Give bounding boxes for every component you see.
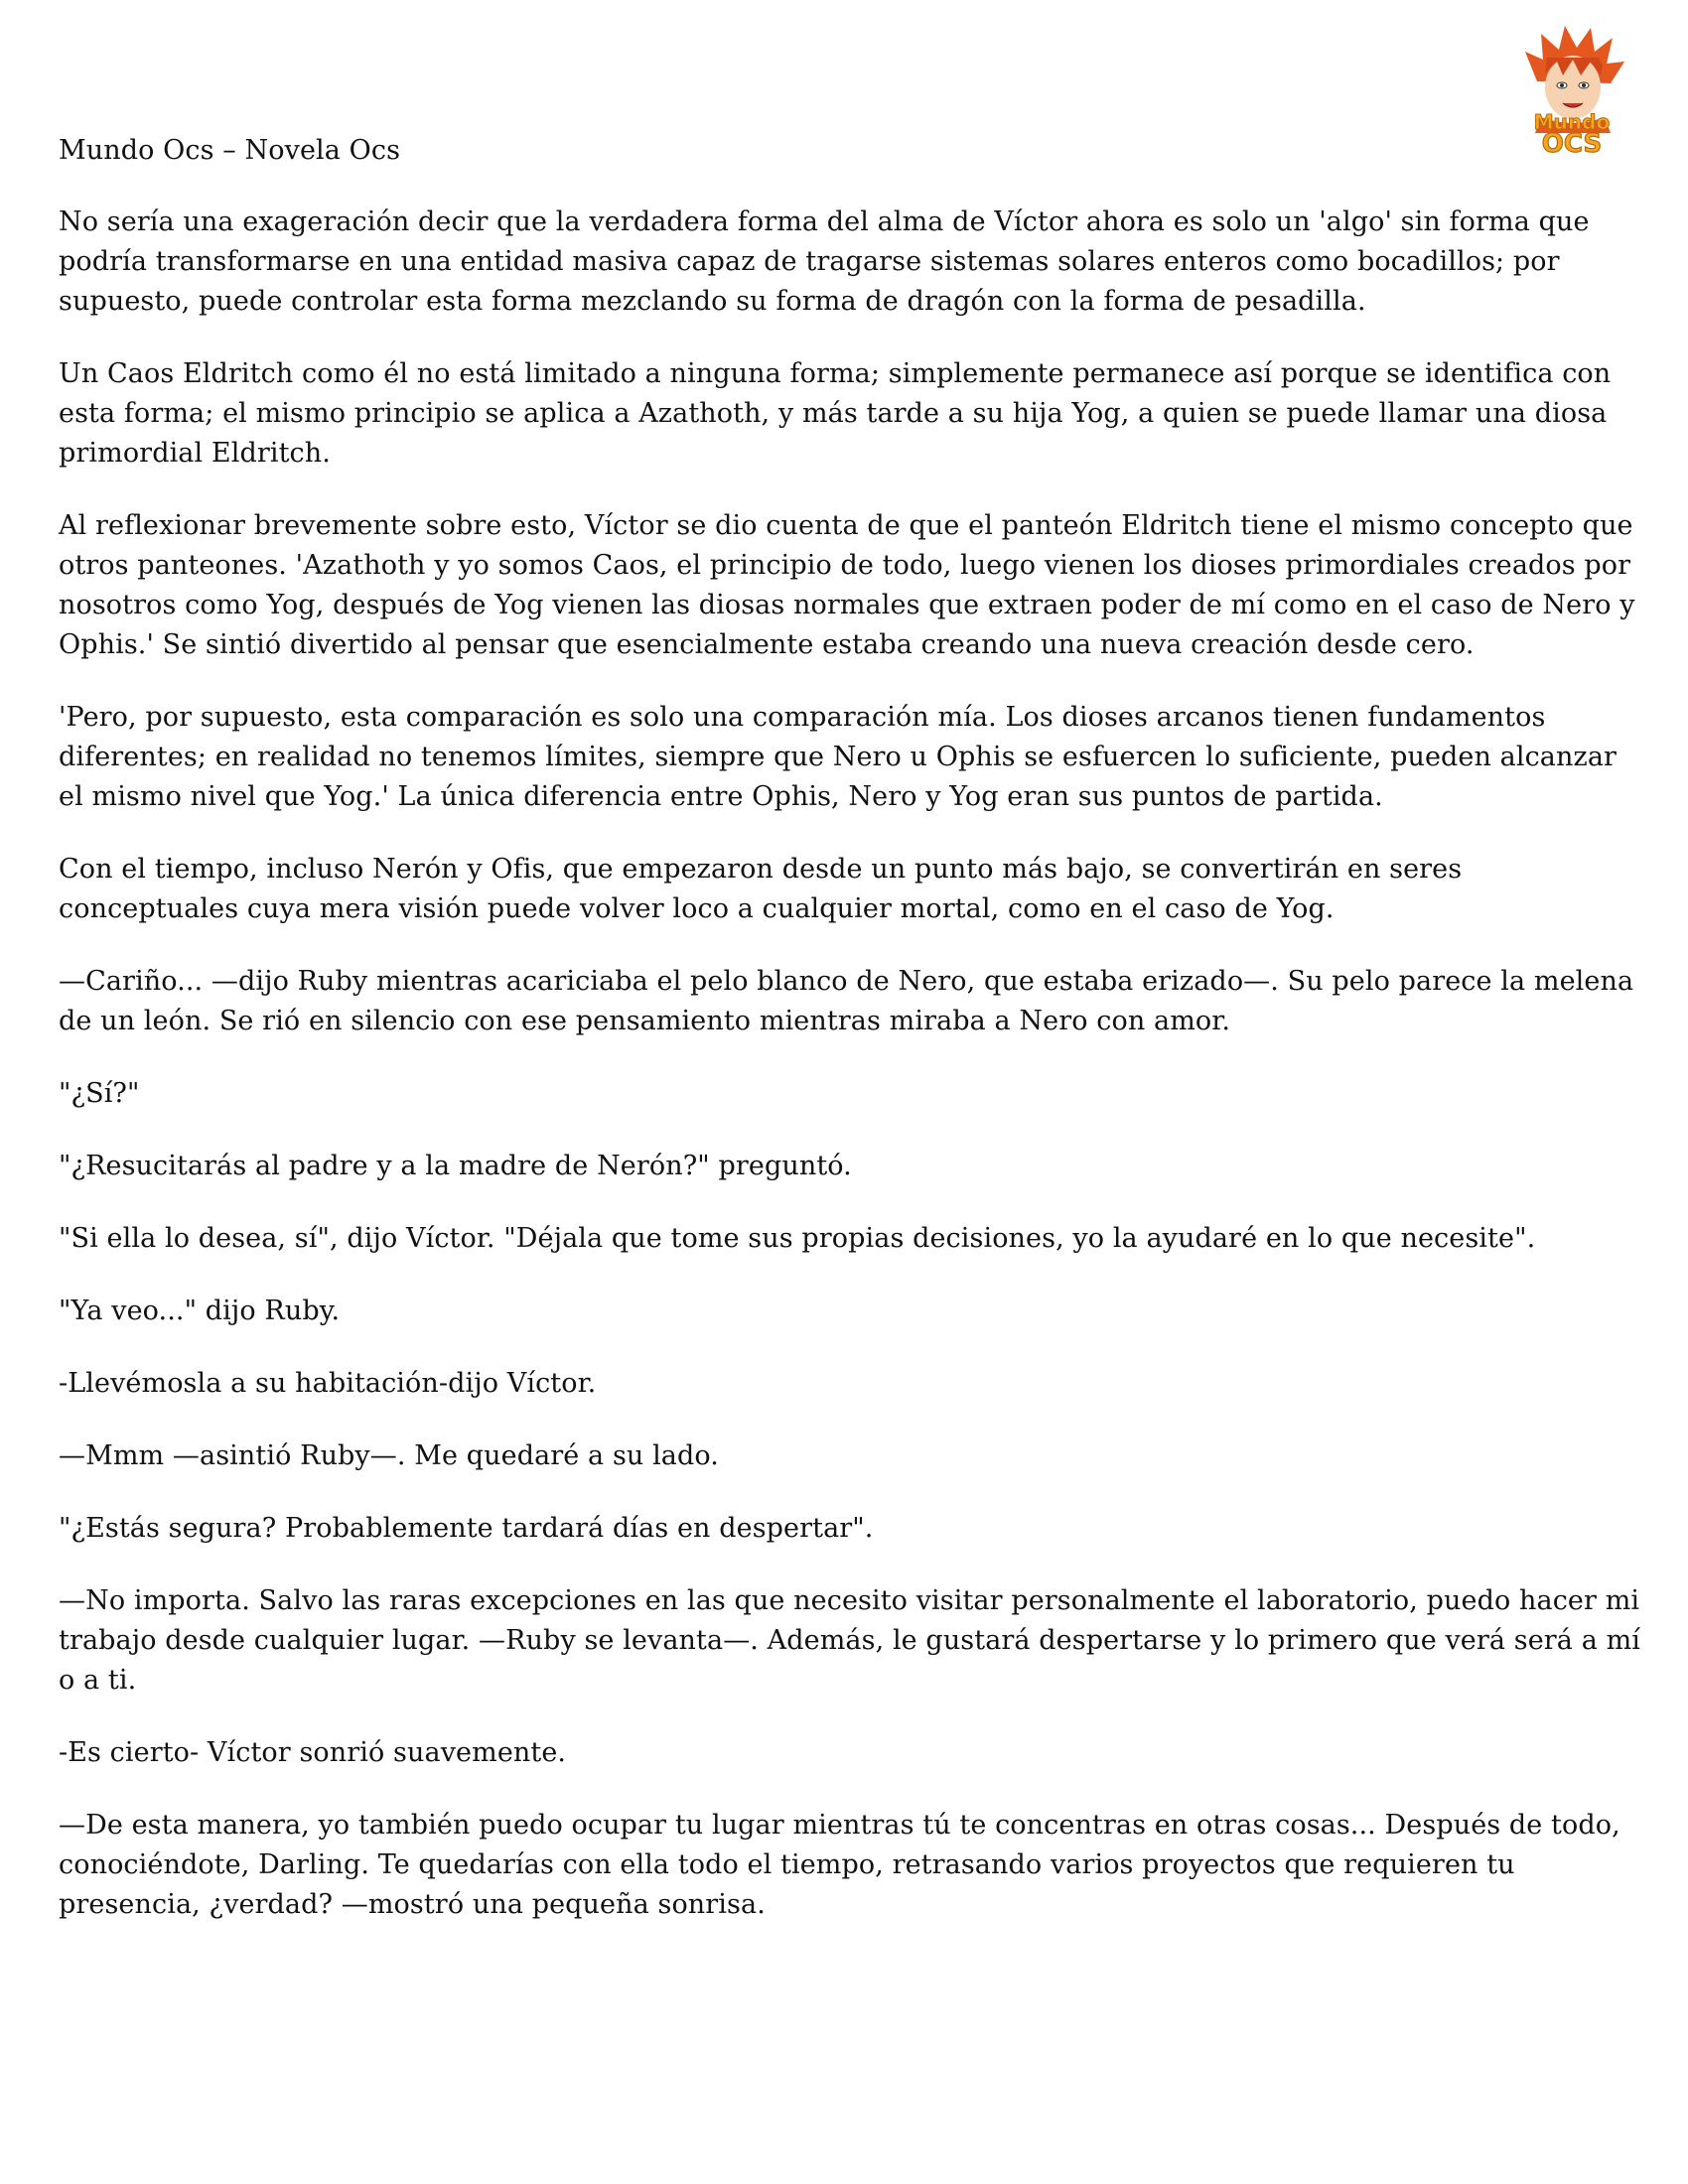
paragraph: No sería una exageración decir que la verdadera forma del alma de Víctor ahora es solo un 'algo' sin forma que podría transformarse en una entidad masiva capaz de tragarse sistemas solares enteros como bocadillos; por supuesto, puede controlar esta forma mezclando su forma de dragón con la forma de pesadilla. (59, 206, 1590, 317)
document-header: Mundo Ocs – Novela Ocs (59, 135, 401, 166)
paragraph: Con el tiempo, incluso Nerón y Ofis, que empezaron desde un punto más bajo, se convertirán en seres conceptuales cuya mera visión puede volver loco a cualquier mortal, como en el caso de Yog. (59, 854, 1463, 924)
paragraph: -Es cierto- Víctor sonrió suavemente. (59, 1737, 567, 1768)
paragraph: "¿Sí?" (59, 1078, 140, 1109)
svg-text:OCS: OCS (1541, 129, 1603, 156)
paragraph: Un Caos Eldritch como él no está limitado a ninguna forma; simplemente permanece así porque se identifica con esta forma; el mismo principio se aplica a Azathoth, y más tarde a su hija Yog, a quien se puede llamar una diosa primordial Eldritch. (59, 358, 1612, 469)
paragraph: 'Pero, por supuesto, esta comparación es solo una comparación mía. Los dioses arcanos tienen fundamentos diferentes; en realidad no tenemos límites, siempre que Nero u Ophis se esfuercen lo suficiente, pueden alcanzar el mismo nivel que Yog.' La única diferencia entre Ophis, Nero y Yog eran sus puntos de partida. (59, 702, 1618, 812)
paragraph: Al reflexionar brevemente sobre esto, Víctor se dio cuenta de que el panteón Eldritch tiene el mismo concepto que otros panteones. 'Azathoth y yo somos Caos, el principio de todo, luego vienen los dioses primordiales creados por nosotros como Yog, después de Yog vienen las diosas normales que extraen poder de mí como en el caso de Nero y Ophis.' Se sintió divertido al pensar que esencialmente estaba creando una nueva creación desde cero. (59, 510, 1635, 660)
paragraph: "Ya veo..." dijo Ruby. (59, 1296, 341, 1326)
paragraph: "Si ella lo desea, sí", dijo Víctor. "Déjala que tome sus propias decisiones, yo la ayudaré en lo que necesite". (59, 1223, 1536, 1254)
paragraph: —No importa. Salvo las raras excepciones en las que necesito visitar personalmente el laboratorio, puedo hacer mi trabajo desde cualquier lugar. —Ruby se levanta—. Además, le gustará despertarse y lo primero que verá será a mí o a ti. (59, 1585, 1641, 1696)
paragraph: "¿Resucitarás al padre y a la madre de Nerón?" preguntó. (59, 1151, 852, 1181)
paragraph: —Mmm —asintió Ruby—. Me quedaré a su lado. (59, 1440, 719, 1471)
paragraph: —Cariño... —dijo Ruby mientras acariciaba el pelo blanco de Nero, que estaba erizado—. Su pelo parece la melena de un león. Se rió en silencio con ese pensamiento mientras miraba a Nero con amor. (59, 966, 1634, 1036)
svg-text:Mundo: Mundo (1533, 110, 1611, 134)
document-body (59, 131, 1647, 1958)
paragraph: -Llevémosla a su habitación-dijo Víctor. (59, 1368, 597, 1399)
paragraph: "¿Estás segura? Probablemente tardará días en despertar". (59, 1513, 874, 1544)
paragraph: —De esta manera, yo también puedo ocupar tu lugar mientras tú te concentras en otras cosas... Después de todo, conociéndote, Darling. Te quedarías con ella todo el tiempo, retrasando varios proyectos que requieren tu presencia, ¿verdad? —mostró una pequeña sonrisa. (59, 1810, 1620, 1920)
